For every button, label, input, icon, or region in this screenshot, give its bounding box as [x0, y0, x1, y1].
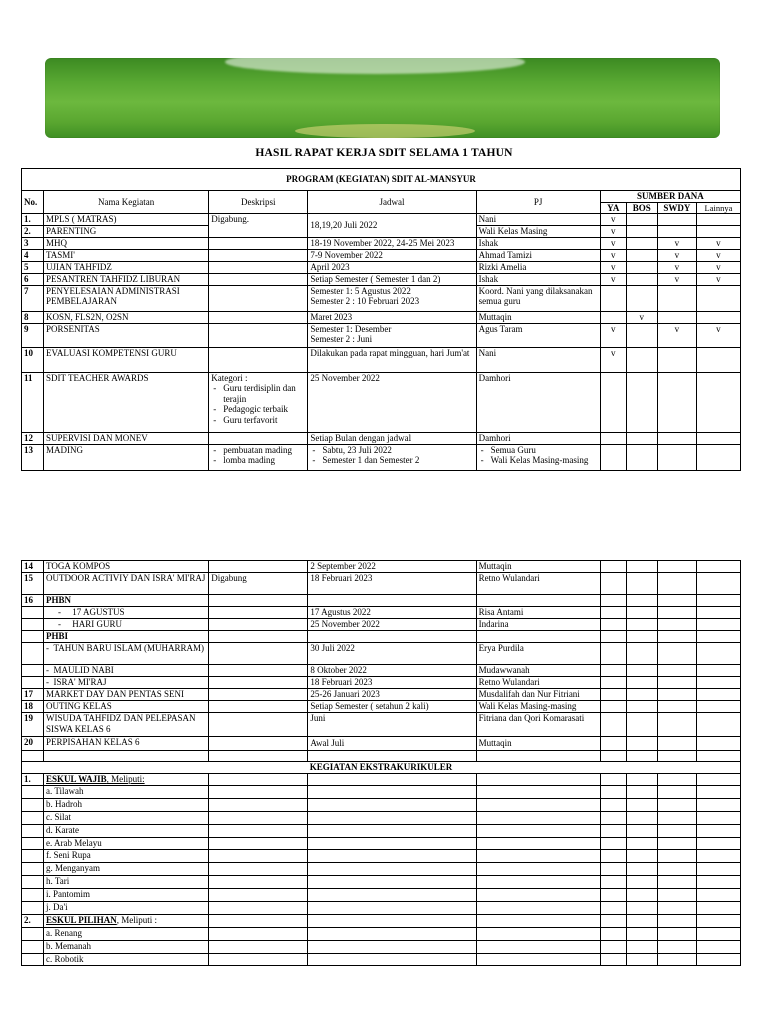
table-row [22, 311, 741, 323]
row-nama: OUTDOOR ACTIVIY DAN ISRA' MI'RAJ [44, 573, 209, 595]
row-pj: Muttaqin [476, 737, 600, 751]
banner-arc-decoration [225, 58, 525, 74]
row-ya: v [600, 214, 626, 226]
list-item [22, 798, 741, 811]
row-no: 20 [22, 737, 44, 751]
row-pj: Erya Purdila [476, 643, 600, 665]
table-row [22, 677, 741, 689]
row-nama: EVALUASI KOMPETENSI GURU [44, 347, 209, 372]
program-title-row [22, 169, 741, 191]
row-lainnya: v [696, 249, 740, 261]
row-lainnya: v [696, 261, 740, 273]
table-row [22, 214, 741, 226]
row-swdy: v [657, 237, 696, 249]
row-no: 13 [22, 444, 44, 470]
row-nama: SUPERVISI DAN MONEV [44, 432, 209, 444]
header-row-1 [22, 191, 741, 203]
table-row [22, 285, 741, 311]
row-nama: PESANTREN TAHFIDZ LIBURAN [44, 273, 209, 285]
row-nama-text: ISRA' MI'RAJ [53, 677, 107, 687]
row-swdy: v [657, 323, 696, 347]
header-sumber-dana: SUMBER DANA [600, 191, 740, 203]
program-table-part1 [21, 168, 741, 471]
list-item [22, 824, 741, 837]
ekskul-wajib-label [44, 774, 209, 786]
row-nama: PENYELESAIAN ADMINISTRASI PEMBELAJARAN [44, 285, 209, 311]
row-deskripsi [209, 372, 308, 432]
row-jadwal-line: Semester 1: 5 Agustus 2022 [310, 285, 411, 296]
row-pj: Fitriana dan Qori Komarasati [476, 713, 600, 737]
row-lainnya: v [696, 273, 740, 285]
ekskul-item: h. Tari [44, 876, 209, 889]
ekskul-pilihan-label-text: ESKUL PILIHAN [46, 914, 117, 925]
row-pj: Retno Wulandari [476, 573, 600, 595]
list-item [22, 953, 741, 966]
row-nama: PHBN [44, 595, 209, 607]
row-no: 12 [22, 432, 44, 444]
row-nama: - HARI GURU [44, 619, 209, 631]
row-pj: Risa Antami [476, 607, 600, 619]
row-nama: WISUDA TAHFIDZ DAN PELEPASAN SISWA KELAS 6 [44, 713, 209, 737]
row-jadwal: Dilakukan pada rapat mingguan, hari Jum'at [308, 347, 476, 372]
row-nama: PORSENITAS [44, 323, 209, 347]
row-nama: MHQ [44, 237, 209, 249]
row-nama: - ISRA' MI'RAJ [44, 677, 209, 689]
header-ya: YA [600, 202, 626, 214]
row-no: 9 [22, 323, 44, 347]
list-item: - Wali Kelas Masing-masing [491, 455, 598, 466]
row-jadwal [308, 285, 476, 311]
ekskul-pilihan-suffix: , Meliputi : [116, 914, 158, 925]
row-jadwal: 25 November 2022 [308, 372, 476, 432]
header-bos: BOS [626, 202, 657, 214]
row-no: 1. [22, 774, 44, 786]
list-item: - Guru terdisiplin dan terajin [223, 383, 305, 404]
ekskul-title: KEGIATAN EKSTRAKURIKULER [22, 762, 741, 774]
row-jadwal: Setiap Semester ( Semester 1 dan 2) [308, 273, 476, 285]
row-pj: Muttaqin [476, 311, 600, 323]
row-jadwal: 30 Juli 2022 [308, 643, 476, 665]
row-swdy: v [657, 261, 696, 273]
table-row-empty [22, 751, 741, 762]
row-nama: MPLS ( MATRAS) [44, 214, 209, 226]
row-no: 7 [22, 285, 44, 311]
row-ya: v [600, 273, 626, 285]
row-pj: Musdalifah dan Nur Fitriani [476, 689, 600, 701]
ekskul-item: e. Arab Melayu [44, 837, 209, 850]
row-pj: Ishak [476, 273, 600, 285]
row-no: 16 [22, 595, 44, 607]
row-nama: - 17 AGUSTUS [44, 607, 209, 619]
ekskul-wajib-label-text: ESKUL WAJIB [46, 774, 107, 784]
row-pj: Wali Kelas Masing-masing [476, 701, 600, 713]
row-lainnya: v [696, 323, 740, 347]
row-no: 8 [22, 311, 44, 323]
row-pj [476, 444, 600, 470]
header-banner-image [45, 58, 720, 138]
header-no: No. [22, 191, 44, 214]
row-ya: v [600, 237, 626, 249]
table-row [22, 713, 741, 737]
program-table-part2 [21, 560, 741, 966]
ekskul-title-row [22, 762, 741, 774]
row-no: 14 [22, 561, 44, 573]
row-jadwal: 18,19,20 Juli 2022 [308, 214, 476, 238]
header-swdy: SWDY [657, 202, 696, 214]
row-pj: Indarina [476, 619, 600, 631]
list-item [22, 863, 741, 876]
row-no: 19 [22, 713, 44, 737]
row-jadwal: Setiap Bulan dengan jadwal [308, 432, 476, 444]
ekskul-item: c. Robotik [44, 953, 209, 966]
row-jadwal [308, 323, 476, 347]
banner-lower-arc-decoration [295, 124, 475, 138]
header-pj: PJ [476, 191, 600, 214]
ekskul-item: a. Tilawah [44, 786, 209, 799]
row-bos: v [626, 311, 657, 323]
row-no: 18 [22, 701, 44, 713]
list-item: - Sabtu, 23 Juli 2022 [322, 445, 473, 456]
row-nama: SDIT TEACHER AWARDS [44, 372, 209, 432]
row-nama: KOSN, FLS2N, O2SN [44, 311, 209, 323]
row-pj: Ahmad Tamizi [476, 249, 600, 261]
ekskul-wajib-row [22, 774, 741, 786]
row-pj: Nani [476, 214, 600, 226]
header-jadwal: Jadwal [308, 191, 476, 214]
row-nama: TOGA KOMPOS [44, 561, 209, 573]
header-lainnya: Lainnya [696, 202, 740, 214]
list-item: - pembuatan mading [223, 445, 305, 456]
row-nama-text: MAULID NABI [53, 665, 114, 675]
row-no: 1. [22, 214, 44, 226]
list-item: - Semester 1 dan Semester 2 [322, 455, 473, 466]
row-deskripsi: Digabung [209, 573, 308, 595]
list-item: - Pedagogic terbaik [223, 404, 305, 415]
table-row [22, 619, 741, 631]
row-ya: v [600, 261, 626, 273]
table-row [22, 372, 741, 432]
row-nama: UJIAN TAHFIDZ [44, 261, 209, 273]
list-item [22, 811, 741, 824]
row-deskripsi [209, 444, 308, 470]
row-jadwal: 8 Oktober 2022 [308, 665, 476, 677]
row-jadwal-line: Semester 2 : 10 Februari 2023 [310, 296, 420, 306]
row-no: 2. [22, 914, 44, 927]
row-pj: Mudawwanah [476, 665, 600, 677]
row-swdy: v [657, 249, 696, 261]
row-nama: MARKET DAY DAN PENTAS SENI [44, 689, 209, 701]
document-title: HASIL RAPAT KERJA SDIT SELAMA 1 TAHUN [255, 147, 513, 159]
row-ya: v [600, 225, 626, 237]
row-nama: - MAULID NABI [44, 665, 209, 677]
row-pj: Damhori [476, 372, 600, 432]
ekskul-item: b. Memanah [44, 940, 209, 953]
table-row [22, 347, 741, 372]
table-row [22, 432, 741, 444]
row-jadwal: 18-19 November 2022, 24-25 Mei 2023 [308, 237, 476, 249]
row-no: 5 [22, 261, 44, 273]
table-row [22, 249, 741, 261]
row-jadwal: 25-26 Januari 2023 [308, 689, 476, 701]
table-row [22, 561, 741, 573]
row-nama-text: TAHUN BARU ISLAM (MUHARRAM) [53, 643, 205, 653]
list-item [22, 786, 741, 799]
row-pj: Damhori [476, 432, 600, 444]
table-row [22, 607, 741, 619]
row-deskripsi: Digabung. [209, 214, 308, 238]
row-jadwal: April 2023 [308, 261, 476, 273]
row-nama-text: HARI GURU [72, 619, 123, 629]
row-jadwal-line: Semester 2 : Juni [310, 334, 373, 344]
table-row [22, 595, 741, 607]
row-nama: - TAHUN BARU ISLAM (MUHARRAM) [44, 643, 209, 665]
row-no: 6 [22, 273, 44, 285]
ekskul-item: f. Seni Rupa [44, 850, 209, 863]
row-nama: PERPISAHAN KELAS 6 [44, 737, 209, 751]
row-no: 11 [22, 372, 44, 432]
row-nama: PHBI [44, 631, 209, 643]
table-row [22, 665, 741, 677]
row-jadwal [308, 444, 476, 470]
row-jadwal: 18 Februari 2023 [308, 573, 476, 595]
row-jadwal: Juni [308, 713, 476, 737]
row-jadwal: 25 November 2022 [308, 619, 476, 631]
row-pj: Rizki Amelia [476, 261, 600, 273]
header-deskripsi: Deskripsi [209, 191, 308, 214]
table-row [22, 631, 741, 643]
ekskul-item: b. Hadroh [44, 798, 209, 811]
row-jadwal: 17 Agustus 2022 [308, 607, 476, 619]
ekskul-item: j. Da'i [44, 902, 209, 915]
list-item: - Semua Guru [491, 445, 598, 456]
program-title: PROGRAM (KEGIATAN) SDIT AL-MANSYUR [22, 169, 741, 191]
list-item [22, 927, 741, 940]
ekskul-wajib-suffix: , Meliputi: [106, 774, 145, 784]
row-nama: OUTING KELAS [44, 701, 209, 713]
table-row [22, 273, 741, 285]
row-no: 17 [22, 689, 44, 701]
row-swdy: v [657, 273, 696, 285]
row-jadwal-line: Semester 1: Desember [310, 323, 392, 334]
row-pj: Ishak [476, 237, 600, 249]
row-ya: v [600, 323, 626, 347]
table-row [22, 573, 741, 595]
row-nama-text: 17 AGUSTUS [72, 607, 125, 617]
row-jadwal: Setiap Semester ( setahun 2 kali) [308, 701, 476, 713]
row-jadwal: 18 Februari 2023 [308, 677, 476, 689]
row-no: 3 [22, 237, 44, 249]
row-nama: MADING [44, 444, 209, 470]
table-row [22, 643, 741, 665]
list-item: - Guru terfavorit [223, 415, 305, 426]
ekskul-item: g. Menganyam [44, 863, 209, 876]
ekskul-item: c. Silat [44, 811, 209, 824]
row-pj: Muttaqin [476, 561, 600, 573]
row-jadwal: Awal Juli [308, 737, 476, 751]
row-deskripsi-title: Kategori : [211, 372, 248, 383]
table-row [22, 237, 741, 249]
ekskul-item: i. Pantomim [44, 889, 209, 902]
list-item [22, 889, 741, 902]
row-ya: v [600, 347, 626, 372]
row-jadwal: 2 September 2022 [308, 561, 476, 573]
row-lainnya: v [696, 237, 740, 249]
row-pj: Wali Kelas Masing [476, 225, 600, 237]
list-item [22, 940, 741, 953]
table-row [22, 701, 741, 713]
list-item [22, 902, 741, 915]
header-nama: Nama Kegiatan [44, 191, 209, 214]
row-pj: Nani [476, 347, 600, 372]
row-no: 2. [22, 225, 44, 237]
row-no: 15 [22, 573, 44, 595]
table-row [22, 444, 741, 470]
row-ya: v [600, 249, 626, 261]
ekskul-item: d. Karate [44, 824, 209, 837]
row-jadwal: 7-9 November 2022 [308, 249, 476, 261]
row-pj: Agus Taram [476, 323, 600, 347]
ekskul-pilihan-row [22, 914, 741, 927]
table-row [22, 737, 741, 751]
row-nama: TASMI' [44, 249, 209, 261]
ekskul-item: a. Renang [44, 927, 209, 940]
list-item [22, 837, 741, 850]
row-pj: Koord. Nani yang dilaksanakan semua guru [476, 285, 600, 311]
list-item [22, 850, 741, 863]
list-item [22, 876, 741, 889]
row-no: 10 [22, 347, 44, 372]
row-pj: Retno Wulandari [476, 677, 600, 689]
table-row [22, 261, 741, 273]
table-row [22, 689, 741, 701]
row-nama: PARENTING [44, 225, 209, 237]
list-item: - lomba mading [223, 455, 305, 466]
row-jadwal: Maret 2023 [308, 311, 476, 323]
table-row [22, 323, 741, 347]
row-no: 4 [22, 249, 44, 261]
ekskul-pilihan-label [44, 914, 209, 927]
